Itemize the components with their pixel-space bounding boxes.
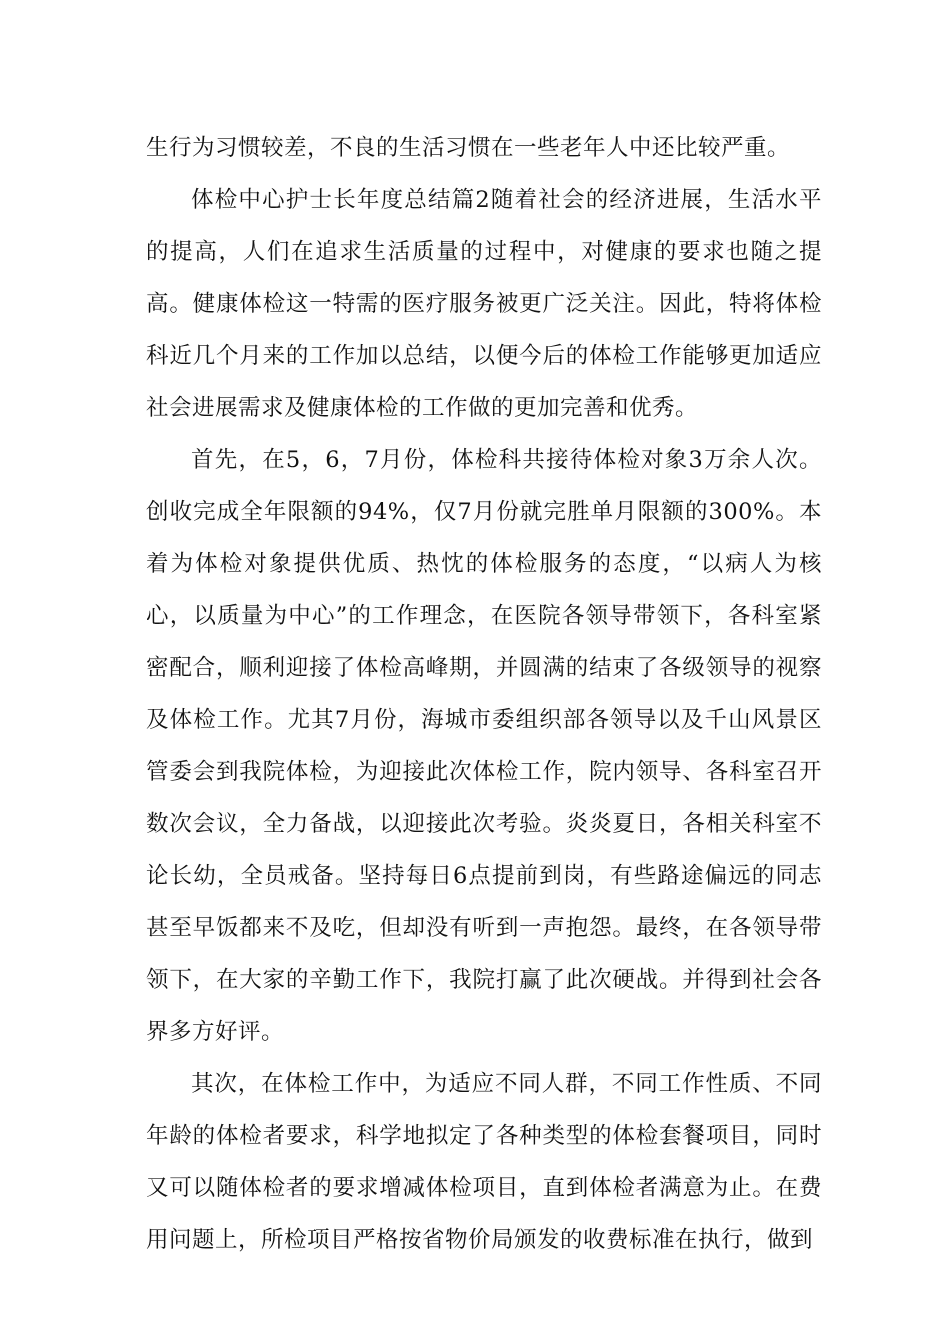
paragraph-4: 其次，在体检工作中，为适应不同人群，不同工作性质、不同年龄的体检者要求，科学地拟定了各种类型的体检套餐项目，同时又可以随体检者的要求增减体检项目，直到体检者满意为止。在费用问题上，所检项目严格按省物价局颁发的收费标准在执行，做到	[146, 1071, 822, 1253]
paragraph-2: 体检中心护士长年度总结篇2随着社会的经济进展，生活水平的提高，人们在追求生活质量的过程中，对健康的要求也随之提高。健康体检这一特需的医疗服务被更广泛关注。因此，特将体检科近几个月来的工作加以总结，以便今后的体检工作能够更加适应社会进展需求及健康体检的工作做的更加完善和优秀。	[146, 187, 822, 421]
document-body	[146, 122, 822, 1266]
paragraph-1: 生行为习惯较差，不良的生活习惯在一些老年人中还比较严重。	[146, 135, 791, 161]
paragraph-3: 首先，在5，6，7月份，体检科共接待体检对象3万余人次。创收完成全年限额的94%，仅7月份就完胜单月限额的300%。本着为体检对象提供优质、热忱的体检服务的态度，“以病人为核心，以质量为中心”的工作理念，在医院各领导带领下，各科室紧密配合，顺利迎接了体检高峰期，并圆满的结束了各级领导的视察及体检工作。尤其7月份，海城市委组织部各领导以及千山风景区管委会到我院体检，为迎接此次体检工作，院内领导、各科室召开数次会议，全力备战，以迎接此次考验。炎炎夏日，各相关科室不论长幼，全员戒备。坚持每日6点提前到岗，有些路途偏远的同志甚至早饭都来不及吃，但却没有听到一声抱怨。最终，在各领导带领下，在大家的辛勤工作下，我院打赢了此次硬战。并得到社会各界多方好评。	[146, 447, 822, 1045]
